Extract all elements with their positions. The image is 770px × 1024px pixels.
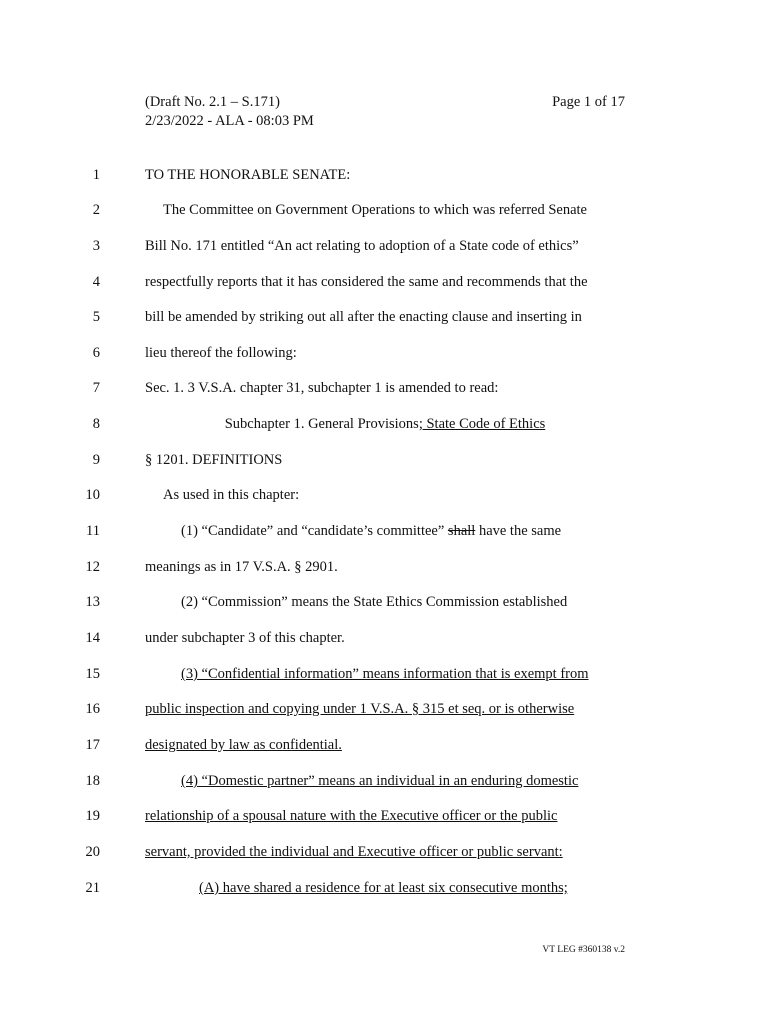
line-text: (2) “Commission” means the State Ethics Commission established: [181, 594, 568, 610]
line-number: 21: [85, 880, 100, 896]
document-line: [0, 412, 770, 436]
page-number: Page 1 of 17: [552, 94, 625, 110]
section-heading: § 1201. DEFINITIONS: [145, 452, 283, 468]
line-number: 6: [92, 345, 100, 361]
line-text: under subchapter 3 of this chapter.: [145, 630, 345, 646]
document-line: [0, 626, 770, 650]
document-line: [0, 234, 770, 258]
line-number: 1: [92, 167, 100, 183]
line-text: lieu thereof the following:: [145, 345, 297, 361]
draft-number: (Draft No. 2.1 – S.171): [145, 94, 280, 110]
inserted-text: servant, provided the individual and Executive officer or public servant:: [145, 844, 563, 860]
line-number: 10: [85, 487, 100, 503]
line-number: 8: [92, 416, 100, 432]
line-number: 3: [92, 238, 100, 254]
line-number: 4: [92, 274, 100, 290]
line-text-segment: have the same: [475, 523, 562, 539]
document-line: [0, 662, 770, 686]
line-number: 18: [85, 773, 100, 789]
inserted-text: designated by law as confidential.: [145, 737, 342, 753]
document-line: [0, 769, 770, 793]
line-text: respectfully reports that it has considered the same and recommends that the: [145, 274, 588, 290]
line-number: 20: [85, 844, 100, 860]
inserted-text: ; State Code of Ethics: [418, 416, 546, 432]
subchapter-heading: [145, 412, 625, 436]
document-line: [0, 733, 770, 757]
line-number: 19: [85, 808, 100, 824]
document-line: [0, 448, 770, 472]
line-text: [181, 519, 561, 543]
line-text: As used in this chapter:: [163, 487, 300, 503]
document-line: [0, 198, 770, 222]
line-number: 2: [92, 202, 100, 218]
line-number: 15: [85, 666, 100, 682]
line-number: 11: [86, 523, 100, 539]
inserted-text: (3) “Confidential information” means information that is exempt from: [181, 666, 589, 682]
document-line: [0, 163, 770, 187]
line-number: 13: [85, 594, 100, 610]
document-line: [0, 697, 770, 721]
line-number: 14: [85, 630, 100, 646]
page-header-left: [145, 93, 314, 131]
line-number: 16: [85, 701, 100, 717]
document-line: [0, 483, 770, 507]
document-line: [0, 555, 770, 579]
inserted-text: (A) have shared a residence for at least six consecutive months;: [199, 880, 568, 896]
line-text: bill be amended by striking out all after the enacting clause and inserting in: [145, 309, 582, 325]
inserted-text: relationship of a spousal nature with the Executive officer or the public: [145, 808, 558, 824]
heading-original-text: Subchapter 1. General Provisions: [224, 416, 419, 432]
line-number: 7: [92, 380, 100, 396]
line-number: 9: [92, 452, 100, 468]
document-line: [0, 840, 770, 864]
deleted-text: shall: [447, 523, 476, 539]
document-line: [0, 341, 770, 365]
line-text: TO THE HONORABLE SENATE:: [145, 167, 351, 183]
document-line: [0, 376, 770, 400]
line-number: 12: [85, 559, 100, 575]
line-number: 17: [85, 737, 100, 753]
line-text: meanings as in 17 V.S.A. § 2901.: [145, 559, 338, 575]
line-number: 5: [92, 309, 100, 325]
line-text: Bill No. 171 entitled “An act relating to adoption of a State code of ethics”: [145, 238, 579, 254]
document-footer: VT LEG #360138 v.2: [542, 945, 625, 955]
line-text-segment: (1) “Candidate” and “candidate’s committee”: [181, 523, 448, 539]
line-text: The Committee on Government Operations to which was referred Senate: [163, 202, 587, 218]
document-line: [0, 270, 770, 294]
document-line: [0, 590, 770, 614]
document-line: [0, 305, 770, 329]
inserted-text: public inspection and copying under 1 V.S.A. § 315 et seq. or is otherwise: [145, 701, 575, 717]
document-line: [0, 519, 770, 543]
document-line: [0, 876, 770, 900]
line-text: Sec. 1. 3 V.S.A. chapter 31, subchapter 1 is amended to read:: [145, 380, 499, 396]
inserted-text: (4) “Domestic partner” means an individual in an enduring domestic: [181, 773, 579, 789]
draft-date: 2/23/2022 - ALA - 08:03 PM: [145, 113, 314, 129]
document-line: [0, 804, 770, 828]
